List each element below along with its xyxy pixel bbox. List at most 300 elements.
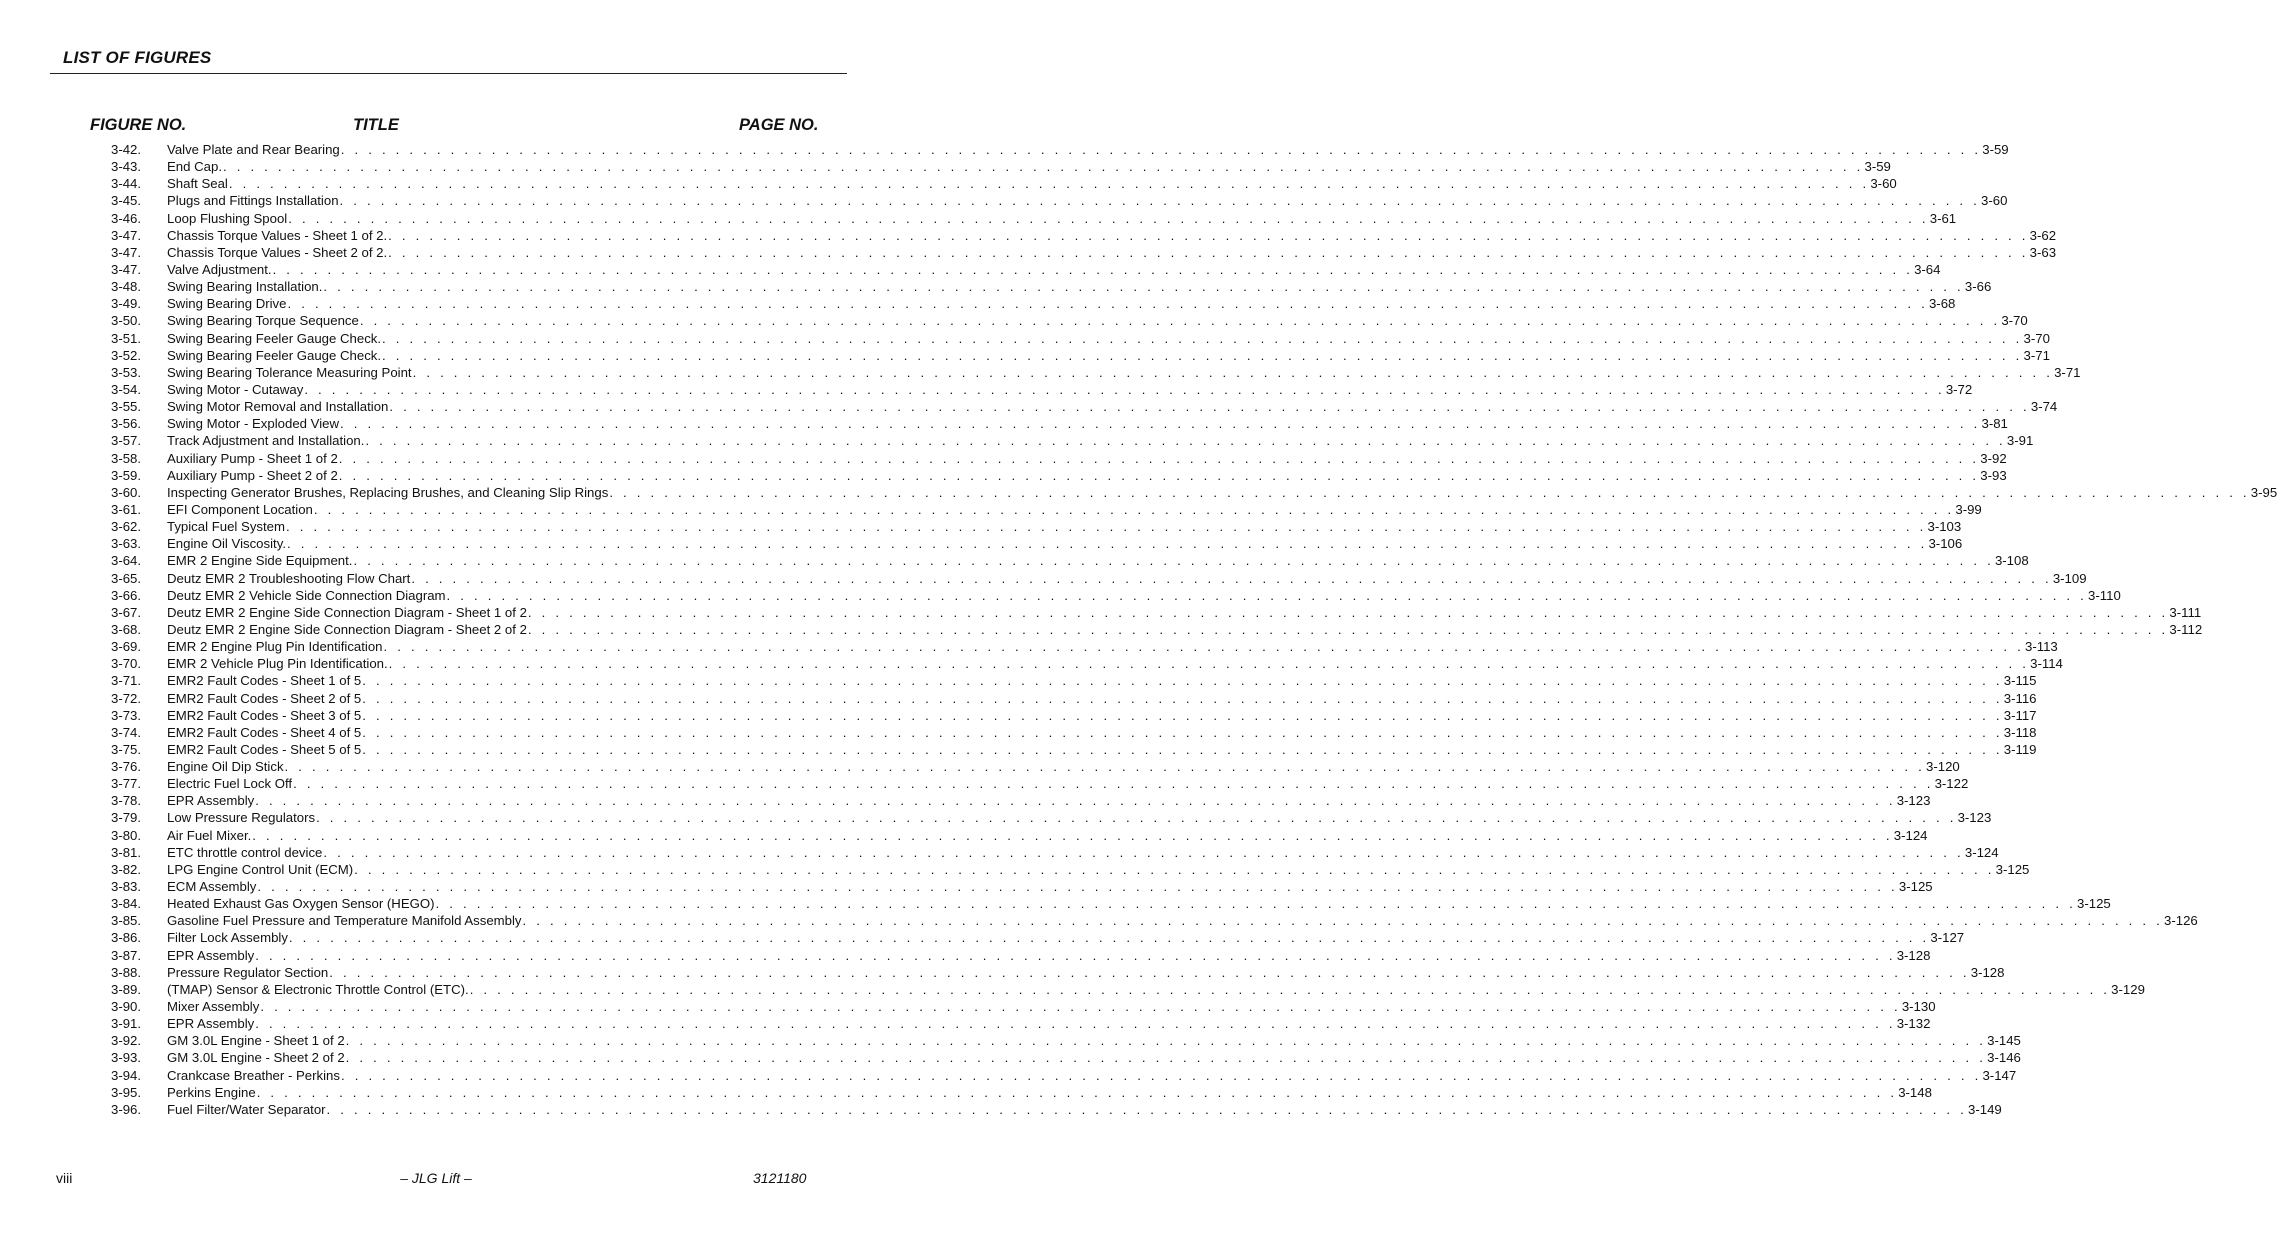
figure-title: Valve Plate and Rear Bearing xyxy=(167,142,340,157)
list-item[interactable] xyxy=(0,1067,2017,1084)
dot-leader: . . . . . . . . . . . . . . . . . . . . . . . . . . . . . . . . . . . . . . . . . . . . . . . . . . . . . . . . . . . . . . . . . . . . . . . . . . . . . . . . . . . . . . . . . . . . . . . . . . . . . . . . . . . . . . . . . . . . . . . . xyxy=(288,930,1930,946)
figure-number: 3-42. xyxy=(111,142,142,157)
figure-number: 3-72. xyxy=(111,690,142,706)
dot-leader: . . . . . . . . . . . . . . . . . . . . . . . . . . . . . . . . . . . . . . . . . . . . . . . . . . . . . . . . . . . . . . . . . . . . . . . . . . . . . . . . . . . . . . . . . . . . . . . . . . . . . . . . . . . . . . . . . . . . . . . . xyxy=(345,1050,1987,1066)
figure-title: Air Fuel Mixer. xyxy=(167,827,252,843)
list-item[interactable] xyxy=(0,604,2202,621)
figure-entry xyxy=(167,621,2203,638)
figure-page-number: 3-63 xyxy=(2029,244,2057,260)
figure-title: Gasoline Fuel Pressure and Temperature Manifold Assembly xyxy=(167,913,522,929)
figure-entry xyxy=(167,501,1982,518)
figure-title: Swing Bearing Feeler Gauge Check. xyxy=(167,347,382,363)
list-item[interactable] xyxy=(0,330,2050,347)
list-item[interactable] xyxy=(0,895,2111,912)
dot-leader: . . . . . . . . . . . . . . . . . . . . . . . . . . . . . . . . . . . . . . . . . . . . . . . . . . . . . . . . . . . . . . . . . . . . . . . . . . . . . . . . . . . . . . . . . . . . . . . . . . . . . . . . . . . . . . . . . . . . . . . . xyxy=(287,296,1928,312)
figure-page-number: 3-145 xyxy=(1987,1033,2021,1049)
figure-number: 3-78. xyxy=(111,793,142,809)
dot-leader: . . . . . . . . . . . . . . . . . . . . . . . . . . . . . . . . . . . . . . . . . . . . . . . . . . . . . . . . . . . . . . . . . . . . . . . . . . . . . . . . . . . . . . . . . . . . . . . . . . . . . . . . . . . . . . . . . . . . . . . . xyxy=(255,1016,1896,1032)
figure-number: 3-84. xyxy=(111,896,142,912)
figure-entry xyxy=(167,861,2030,878)
figure-entry xyxy=(167,1084,1932,1101)
figure-page-number: 3-122 xyxy=(1934,776,1969,792)
figure-title: Mixer Assembly xyxy=(167,999,260,1015)
figure-number: 3-51. xyxy=(111,330,142,346)
figure-entry xyxy=(167,535,1963,552)
list-item[interactable] xyxy=(0,175,1897,192)
figure-title: Deutz EMR 2 Vehicle Side Connection Diagram xyxy=(167,587,446,603)
figure-entry xyxy=(167,912,2198,929)
list-item[interactable] xyxy=(0,141,2009,158)
figure-entry xyxy=(167,707,2037,724)
list-item[interactable] xyxy=(0,552,2029,569)
figure-title: GM 3.0L Engine - Sheet 2 of 2 xyxy=(167,1050,345,1066)
figure-page-number: 3-115 xyxy=(2003,673,2037,689)
figure-page-number: 3-128 xyxy=(1970,964,2005,980)
figure-number: 3-75. xyxy=(111,741,142,757)
figure-title: Perkins Engine xyxy=(167,1084,256,1100)
footer-publisher: – JLG Lift – xyxy=(400,1170,472,1186)
figure-page-number: 3-114 xyxy=(2030,656,2063,672)
list-item[interactable] xyxy=(0,758,1960,775)
figure-entry xyxy=(167,158,1891,175)
figure-number: 3-76. xyxy=(111,759,142,775)
dot-leader: . . . . . . . . . . . . . . . . . . . . . . . . . . . . . . . . . . . . . . . . . . . . . . . . . . . . . . . . . . . . . . . . . . . . . . . . . . . . . . . . . . . . . . . . . . . . . . . . . . . . . . . . . . . . . . . . . . . . . . . . xyxy=(329,964,1970,980)
figure-page-number: 3-66 xyxy=(1964,279,1992,295)
figure-entry xyxy=(167,827,1928,844)
list-item[interactable] xyxy=(0,210,1957,227)
figure-number: 3-47. xyxy=(111,227,142,243)
figure-number: 3-48. xyxy=(111,279,142,295)
figure-number: 3-96. xyxy=(111,1101,142,1117)
list-item[interactable] xyxy=(0,792,1931,809)
dot-leader: . . . . . . . . . . . . . . . . . . . . . . . . . . . . . . . . . . . . . . . . . . . . . . . . . . . . . . . . . . . . . . . . . . . . . . . . . . . . . . . . . . . . . . . . . . . . . . . . . . . . . . . . . . . . . . . . . . . . . . . . xyxy=(359,313,2001,329)
figure-title: Chassis Torque Values - Sheet 2 of 2. xyxy=(167,244,388,260)
figure-title: EMR2 Fault Codes - Sheet 5 of 5 xyxy=(167,741,362,757)
figure-page-number: 3-130 xyxy=(1901,999,1936,1015)
list-item[interactable] xyxy=(0,278,1992,295)
figure-title: EPR Assembly xyxy=(167,947,255,963)
figure-page-number: 3-111 xyxy=(2169,604,2202,620)
list-item[interactable] xyxy=(0,981,2145,998)
list-item[interactable] xyxy=(0,244,2057,261)
figure-page-number: 3-126 xyxy=(2164,913,2198,929)
dot-leader: . . . . . . . . . . . . . . . . . . . . . . . . . . . . . . . . . . . . . . . . . . . . . . . . . . . . . . . . . . . . . . . . . . . . . . . . . . . . . . . . . . . . . . . . . . . . . . . . . . . . . . . . . . . . . . . . . . . . . . . . xyxy=(323,844,1964,860)
figure-number: 3-55. xyxy=(111,399,142,415)
list-item[interactable] xyxy=(0,501,1982,518)
dot-leader: . . . . . . . . . . . . . . . . . . . . . . . . . . . . . . . . . . . . . . . . . . . . . . . . . . . . . . . . . . . . . . . . . . . . . . . . . . . . . . . . . . . . . . . . . . . . . . . . . . . . . . . . . . . . . . . . . . . . . . . . xyxy=(255,793,1896,809)
dot-leader: . . . . . . . . . . . . . . . . . . . . . . . . . . . . . . . . . . . . . . . . . . . . . . . . . . . . . . . . . . . . . . . . . . . . . . . . . . . . . . . . . . . . . . . . . . . . . . . . . . . . . . . . . . . . . . . . . . . . . . . . xyxy=(288,210,1929,226)
figure-page-number: 3-118 xyxy=(2003,724,2037,740)
figure-number: 3-93. xyxy=(111,1050,142,1066)
figure-page-number: 3-108 xyxy=(1994,553,2029,569)
figure-title: Crankcase Breather - Perkins xyxy=(167,1067,340,1083)
list-item[interactable] xyxy=(0,467,2007,484)
figure-title: Deutz EMR 2 Engine Side Connection Diagram - Sheet 1 of 2 xyxy=(167,604,527,620)
list-item[interactable] xyxy=(0,775,1969,792)
list-item[interactable] xyxy=(0,844,1999,861)
figure-list xyxy=(0,141,2277,1118)
figure-page-number: 3-146 xyxy=(1987,1050,2021,1066)
figure-title: GM 3.0L Engine - Sheet 1 of 2 xyxy=(167,1033,345,1049)
dot-leader: . . . . . . . . . . . . . . . . . . . . . . . . . . . . . . . . . . . . . . . . . . . . . . . . . . . . . . . . . . . . . . . . . . . . . . . . . . . . . . . . . . . . . . . . . . . . . . . . . . . . . . . . . . . . . . . . . . . . . . . . xyxy=(609,484,2250,500)
figure-number: 3-70. xyxy=(111,656,142,672)
figure-title: Inspecting Generator Brushes, Replacing Brushes, and Cleaning Slip Rings xyxy=(167,484,609,500)
figure-page-number: 3-95 xyxy=(2250,484,2277,500)
list-item[interactable] xyxy=(0,347,2050,364)
dot-leader: . . . . . . . . . . . . . . . . . . . . . . . . . . . . . . . . . . . . . . . . . . . . . . . . . . . . . . . . . . . . . . . . . . . . . . . . . . . . . . . . . . . . . . . . . . . . . . . . . . . . . . . . . . . . . . . . . . . . . . . . xyxy=(304,381,1945,397)
dot-leader: . . . . . . . . . . . . . . . . . . . . . . . . . . . . . . . . . . . . . . . . . . . . . . . . . . . . . . . . . . . . . . . . . . . . . . . . . . . . . . . . . . . . . . . . . . . . . . . . . . . . . . . . . . . . . . . . . . . . . . . . xyxy=(388,656,2030,672)
figure-title: (TMAP) Sensor & Electronic Throttle Control (ETC). xyxy=(167,981,469,997)
figure-entry xyxy=(167,587,2121,604)
figure-entry xyxy=(167,604,2202,621)
figure-title: ETC throttle control device xyxy=(167,844,323,860)
dot-leader: . . . . . . . . . . . . . . . . . . . . . . . . . . . . . . . . . . . . . . . . . . . . . . . . . . . . . . . . . . . . . . . . . . . . . . . . . . . . . . . . . . . . . . . . . . . . . . . . . . . . . . . . . . . . . . . . . . . . . . . . xyxy=(326,1101,1968,1117)
figure-page-number: 3-60 xyxy=(1981,193,2008,209)
figure-entry xyxy=(167,467,2007,484)
figure-page-number: 3-99 xyxy=(1955,501,1982,517)
figure-page-number: 3-110 xyxy=(2088,587,2121,603)
figure-number: 3-73. xyxy=(111,707,142,723)
list-item[interactable] xyxy=(0,912,2198,929)
list-item[interactable] xyxy=(0,1049,2021,1066)
figure-number: 3-60. xyxy=(111,484,142,500)
figure-title: Fuel Filter/Water Separator xyxy=(167,1101,326,1117)
figure-page-number: 3-120 xyxy=(1926,759,1960,775)
figure-page-number: 3-68 xyxy=(1928,296,1956,312)
figure-number: 3-47. xyxy=(111,244,142,260)
figure-number: 3-54. xyxy=(111,381,142,397)
figure-page-number: 3-147 xyxy=(1982,1067,2017,1083)
figure-entry xyxy=(167,724,2037,741)
figure-entry xyxy=(167,450,2007,467)
figure-page-number: 3-132 xyxy=(1896,1016,1931,1032)
figure-entry xyxy=(167,415,2008,432)
figure-entry xyxy=(167,1101,2002,1118)
figure-title: Pressure Regulator Section xyxy=(167,964,329,980)
list-item[interactable] xyxy=(0,415,2008,432)
dot-leader: . . . . . . . . . . . . . . . . . . . . . . . . . . . . . . . . . . . . . . . . . . . . . . . . . . . . . . . . . . . . . . . . . . . . . . . . . . . . . . . . . . . . . . . . . . . . . . . . . . . . . . . . . . . . . . . . . . . . . . . . xyxy=(338,467,1980,483)
list-item[interactable] xyxy=(0,741,2037,758)
figure-number: 3-71. xyxy=(111,673,142,689)
figure-number: 3-89. xyxy=(111,981,142,997)
dot-leader: . . . . . . . . . . . . . . . . . . . . . . . . . . . . . . . . . . . . . . . . . . . . . . . . . . . . . . . . . . . . . . . . . . . . . . . . . . . . . . . . . . . . . . . . . . . . . . . . . . . . . . . . . . . . . . . . . . . . . . . . xyxy=(353,553,1994,569)
list-item[interactable] xyxy=(0,707,2037,724)
dot-leader: . . . . . . . . . . . . . . . . . . . . . . . . . . . . . . . . . . . . . . . . . . . . . . . . . . . . . . . . . . . . . . . . . . . . . . . . . . . . . . . . . . . . . . . . . . . . . . . . . . . . . . . . . . . . . . . . . . . . . . . . xyxy=(411,570,2052,586)
figure-number: 3-95. xyxy=(111,1084,142,1100)
column-header-page-no: PAGE NO. xyxy=(739,116,819,134)
figure-title: EMR 2 Vehicle Plug Pin Identification. xyxy=(167,656,388,672)
column-header-figure-no: FIGURE NO. xyxy=(90,116,187,134)
figure-number: 3-59. xyxy=(111,467,142,483)
figure-number: 3-94. xyxy=(111,1067,142,1083)
figure-number: 3-52. xyxy=(111,347,142,363)
list-item[interactable] xyxy=(0,432,2034,449)
figure-page-number: 3-62 xyxy=(2029,227,2057,243)
section-title: LIST OF FIGURES xyxy=(63,48,212,67)
footer-doc-number: 3121180 xyxy=(753,1170,807,1186)
figure-title: LPG Engine Control Unit (ECM) xyxy=(167,861,354,877)
figure-number: 3-86. xyxy=(111,930,142,946)
list-item[interactable] xyxy=(0,1101,2002,1118)
figure-entry xyxy=(167,244,2057,261)
dot-leader: . . . . . . . . . . . . . . . . . . . . . . . . . . . . . . . . . . . . . . . . . . . . . . . . . . . . . . . . . . . . . . . . . . . . . . . . . . . . . . . . . . . . . . . . . . . . . . . . . . . . . . . . . . . . . . . . . . . . . . . . xyxy=(228,176,1870,192)
figure-number: 3-67. xyxy=(111,604,142,620)
figure-page-number: 3-116 xyxy=(2003,690,2037,706)
figure-title: EMR 2 Engine Side Equipment. xyxy=(167,553,353,569)
figure-entry xyxy=(167,227,2057,244)
figure-number: 3-90. xyxy=(111,999,142,1015)
figure-page-number: 3-70 xyxy=(2001,313,2028,329)
dot-leader: . . . . . . . . . . . . . . . . . . . . . . . . . . . . . . . . . . . . . . . . . . . . . . . . . . . . . . . . . . . . . . . . . . . . . . . . . . . . . . . . . . . . . . . . . . . . . . . . . . . . . . . . . . . . . . . . . . . . . . . . xyxy=(469,981,2111,997)
figure-number: 3-66. xyxy=(111,587,142,603)
list-item[interactable] xyxy=(0,364,2081,381)
list-item[interactable] xyxy=(0,998,1936,1015)
figure-entry xyxy=(167,741,2037,758)
list-item[interactable] xyxy=(0,672,2037,689)
figure-entry xyxy=(167,295,1956,312)
dot-leader: . . . . . . . . . . . . . . . . . . . . . . . . . . . . . . . . . . . . . . . . . . . . . . . . . . . . . . . . . . . . . . . . . . . . . . . . . . . . . . . . . . . . . . . . . . . . . . . . . . . . . . . . . . . . . . . . . . . . . . . . xyxy=(316,810,1957,826)
figure-number: 3-43. xyxy=(111,159,142,175)
figure-entry xyxy=(167,998,1936,1015)
figure-page-number: 3-125 xyxy=(2077,896,2111,912)
figure-page-number: 3-149 xyxy=(1968,1101,2002,1117)
dot-leader: . . . . . . . . . . . . . . . . . . . . . . . . . . . . . . . . . . . . . . . . . . . . . . . . . . . . . . . . . . . . . . . . . . . . . . . . . . . . . . . . . . . . . . . . . . . . . . . . . . . . . . . . . . . . . . . . . . . . . . . . xyxy=(340,142,1982,157)
dot-leader: . . . . . . . . . . . . . . . . . . . . . . . . . . . . . . . . . . . . . . . . . . . . . . . . . . . . . . . . . . . . . . . . . . . . . . . . . . . . . . . . . . . . . . . . . . . . . . . . . . . . . . . . . . . . . . . . . . . . . . . . xyxy=(252,827,1893,843)
figure-page-number: 3-125 xyxy=(1898,879,1933,895)
footer-page-number: viii xyxy=(56,1170,73,1186)
figure-number: 3-80. xyxy=(111,827,142,843)
figure-page-number: 3-127 xyxy=(1930,930,1965,946)
figure-entry xyxy=(167,878,1933,895)
list-item[interactable] xyxy=(0,261,1941,278)
list-item[interactable] xyxy=(0,398,2058,415)
figure-page-number: 3-113 xyxy=(2025,639,2058,655)
dot-leader: . . . . . . . . . . . . . . . . . . . . . . . . . . . . . . . . . . . . . . . . . . . . . . . . . . . . . . . . . . . . . . . . . . . . . . . . . . . . . . . . . . . . . . . . . . . . . . . . . . . . . . . . . . . . . . . . . . . . . . . . xyxy=(388,227,2029,243)
dot-leader: . . . . . . . . . . . . . . . . . . . . . . . . . . . . . . . . . . . . . . . . . . . . . . . . . . . . . . . . . . . . . . . . . . . . . . . . . . . . . . . . . . . . . . . . . . . . . . . . . . . . . . . . . . . . . . . . . . . . . . . . xyxy=(340,1067,1982,1083)
figure-entry xyxy=(167,398,2058,415)
list-item[interactable] xyxy=(0,381,1973,398)
figure-number: 3-87. xyxy=(111,947,142,963)
figure-page-number: 3-64 xyxy=(1914,261,1941,277)
figure-number: 3-56. xyxy=(111,416,142,432)
list-item[interactable] xyxy=(0,450,2007,467)
figure-title: EPR Assembly xyxy=(167,1016,255,1032)
figure-page-number: 3-59 xyxy=(1864,159,1891,175)
figure-entry xyxy=(167,175,1897,192)
figure-title: Auxiliary Pump - Sheet 2 of 2 xyxy=(167,467,338,483)
list-item[interactable] xyxy=(0,690,2037,707)
list-item[interactable] xyxy=(0,1084,1932,1101)
figure-title: Swing Motor Removal and Installation xyxy=(167,399,389,415)
figure-number: 3-65. xyxy=(111,570,142,586)
list-item[interactable] xyxy=(0,484,2277,501)
figure-number: 3-83. xyxy=(111,879,142,895)
dot-leader: . . . . . . . . . . . . . . . . . . . . . . . . . . . . . . . . . . . . . . . . . . . . . . . . . . . . . . . . . . . . . . . . . . . . . . . . . . . . . . . . . . . . . . . . . . . . . . . . . . . . . . . . . . . . . . . . . . . . . . . . xyxy=(362,690,2003,706)
figure-title: Loop Flushing Spool xyxy=(167,210,288,226)
dot-leader: . . . . . . . . . . . . . . . . . . . . . . . . . . . . . . . . . . . . . . . . . . . . . . . . . . . . . . . . . . . . . . . . . . . . . . . . . . . . . . . . . . . . . . . . . . . . . . . . . . . . . . . . . . . . . . . . . . . . . . . . xyxy=(260,999,1901,1015)
figure-number: 3-53. xyxy=(111,364,142,380)
figure-page-number: 3-125 xyxy=(1995,861,2030,877)
column-header-title: TITLE xyxy=(353,116,399,134)
list-item[interactable] xyxy=(0,621,2203,638)
figure-page-number: 3-128 xyxy=(1896,947,1931,963)
list-item[interactable] xyxy=(0,295,1956,312)
list-item[interactable] xyxy=(0,535,1963,552)
list-item[interactable] xyxy=(0,518,1962,535)
figure-page-number: 3-148 xyxy=(1898,1084,1932,1100)
figure-entry xyxy=(167,364,2081,381)
figure-entry xyxy=(167,347,2050,364)
figure-title: Chassis Torque Values - Sheet 1 of 2. xyxy=(167,227,388,243)
figure-title: Plugs and Fittings Installation xyxy=(167,193,339,209)
figure-number: 3-63. xyxy=(111,536,142,552)
list-item[interactable] xyxy=(0,964,2005,981)
figure-page-number: 3-93 xyxy=(1980,467,2007,483)
list-item[interactable] xyxy=(0,861,2030,878)
dot-leader: . . . . . . . . . . . . . . . . . . . . . . . . . . . . . . . . . . . . . . . . . . . . . . . . . . . . . . . . . . . . . . . . . . . . . . . . . . . . . . . . . . . . . . . . . . . . . . . . . . . . . . . . . . . . . . . . . . . . . . . . xyxy=(527,604,2169,620)
list-item[interactable] xyxy=(0,1015,1931,1032)
figure-page-number: 3-59 xyxy=(1982,142,2009,157)
figure-number: 3-46. xyxy=(111,210,142,226)
figure-number: 3-44. xyxy=(111,176,142,192)
list-item[interactable] xyxy=(0,724,2037,741)
figure-title: Track Adjustment and Installation. xyxy=(167,433,365,449)
figure-number: 3-49. xyxy=(111,296,142,312)
figure-title: Swing Motor - Exploded View xyxy=(167,416,340,432)
figure-title: Swing Motor - Cutaway xyxy=(167,381,304,397)
list-item[interactable] xyxy=(0,587,2121,604)
figure-page-number: 3-71 xyxy=(2054,364,2081,380)
figure-title: Filter Lock Assembly xyxy=(167,930,288,946)
figure-entry xyxy=(167,1049,2021,1066)
figure-title: Swing Bearing Torque Sequence xyxy=(167,313,359,329)
list-item[interactable] xyxy=(0,947,1931,964)
figure-title: Engine Oil Viscosity. xyxy=(167,536,286,552)
figure-entry xyxy=(167,381,1973,398)
list-item[interactable] xyxy=(0,655,2063,672)
figure-number: 3-64. xyxy=(111,553,142,569)
list-item[interactable] xyxy=(0,638,2058,655)
figure-page-number: 3-124 xyxy=(1893,827,1928,843)
list-item[interactable] xyxy=(0,1032,2021,1049)
dot-leader: . . . . . . . . . . . . . . . . . . . . . . . . . . . . . . . . . . . . . . . . . . . . . . . . . . . . . . . . . . . . . . . . . . . . . . . . . . . . . . . . . . . . . . . . . . . . . . . . . . . . . . . . . . . . . . . . . . . . . . . . xyxy=(382,347,2023,363)
list-item[interactable] xyxy=(0,312,2028,329)
dot-leader: . . . . . . . . . . . . . . . . . . . . . . . . . . . . . . . . . . . . . . . . . . . . . . . . . . . . . . . . . . . . . . . . . . . . . . . . . . . . . . . . . . . . . . . . . . . . . . . . . . . . . . . . . . . . . . . . . . . . . . . . xyxy=(255,947,1896,963)
dot-leader: . . . . . . . . . . . . . . . . . . . . . . . . . . . . . . . . . . . . . . . . . . . . . . . . . . . . . . . . . . . . . . . . . . . . . . . . . . . . . . . . . . . . . . . . . . . . . . . . . . . . . . . . . . . . . . . . . . . . . . . . xyxy=(340,416,1981,432)
list-item[interactable] xyxy=(0,158,1891,175)
figure-entry xyxy=(167,278,1992,295)
dot-leader: . . . . . . . . . . . . . . . . . . . . . . . . . . . . . . . . . . . . . . . . . . . . . . . . . . . . . . . . . . . . . . . . . . . . . . . . . . . . . . . . . . . . . . . . . . . . . . . . . . . . . . . . . . . . . . . . . . . . . . . . xyxy=(412,364,2054,380)
figure-page-number: 3-81 xyxy=(1981,416,2008,432)
figure-entry xyxy=(167,638,2058,655)
figure-page-number: 3-103 xyxy=(1927,519,1962,535)
figure-title: Shaft Seal xyxy=(167,176,228,192)
figure-entry xyxy=(167,1015,1931,1032)
dot-leader: . . . . . . . . . . . . . . . . . . . . . . . . . . . . . . . . . . . . . . . . . . . . . . . . . . . . . . . . . . . . . . . . . . . . . . . . . . . . . . . . . . . . . . . . . . . . . . . . . . . . . . . . . . . . . . . . . . . . . . . . xyxy=(338,450,1980,466)
figure-title: Deutz EMR 2 Troubleshooting Flow Chart xyxy=(167,570,411,586)
dot-leader: . . . . . . . . . . . . . . . . . . . . . . . . . . . . . . . . . . . . . . . . . . . . . . . . . . . . . . . . . . . . . . . . . . . . . . . . . . . . . . . . . . . . . . . . . . . . . . . . . . . . . . . . . . . . . . . . . . . . . . . . xyxy=(257,879,1898,895)
figure-title: Swing Bearing Installation. xyxy=(167,279,323,295)
list-item[interactable] xyxy=(0,809,1992,826)
figure-number: 3-58. xyxy=(111,450,142,466)
figure-page-number: 3-70 xyxy=(2023,330,2050,346)
dot-leader: . . . . . . . . . . . . . . . . . . . . . . . . . . . . . . . . . . . . . . . . . . . . . . . . . . . . . . . . . . . . . . . . . . . . . . . . . . . . . . . . . . . . . . . . . . . . . . . . . . . . . . . . . . . . . . . . . . . . . . . . xyxy=(345,1033,1987,1049)
figure-title: EMR2 Fault Codes - Sheet 2 of 5 xyxy=(167,690,362,706)
list-item[interactable] xyxy=(0,878,1933,895)
figure-title: EMR 2 Engine Plug Pin Identification xyxy=(167,639,383,655)
figure-entry xyxy=(167,809,1992,826)
figure-number: 3-45. xyxy=(111,193,142,209)
figure-number: 3-91. xyxy=(111,1016,142,1032)
figure-number: 3-62. xyxy=(111,519,142,535)
figure-page-number: 3-123 xyxy=(1957,810,1992,826)
figure-entry xyxy=(167,947,1931,964)
figure-entry xyxy=(167,758,1960,775)
figure-page-number: 3-71 xyxy=(2023,347,2050,363)
figure-title: Swing Bearing Tolerance Measuring Point xyxy=(167,364,412,380)
list-item[interactable] xyxy=(0,929,1965,946)
list-item[interactable] xyxy=(0,570,2087,587)
dot-leader: . . . . . . . . . . . . . . . . . . . . . . . . . . . . . . . . . . . . . . . . . . . . . . . . . . . . . . . . . . . . . . . . . . . . . . . . . . . . . . . . . . . . . . . . . . . . . . . . . . . . . . . . . . . . . . . . . . . . . . . . xyxy=(527,621,2169,637)
figure-number: 3-85. xyxy=(111,913,142,929)
figure-entry xyxy=(167,690,2037,707)
dot-leader: . . . . . . . . . . . . . . . . . . . . . . . . . . . . . . . . . . . . . . . . . . . . . . . . . . . . . . . . . . . . . . . . . . . . . . . . . . . . . . . . . . . . . . . . . . . . . . . . . . . . . . . . . . . . . . . . . . . . . . . . xyxy=(446,587,2088,603)
figure-entry xyxy=(167,1032,2021,1049)
figure-number: 3-82. xyxy=(111,861,142,877)
figure-title: EPR Assembly xyxy=(167,793,255,809)
figure-title: End Cap. xyxy=(167,159,222,175)
figure-page-number: 3-112 xyxy=(2169,621,2203,637)
figure-page-number: 3-74 xyxy=(2030,399,2058,415)
figure-title: EMR2 Fault Codes - Sheet 4 of 5 xyxy=(167,724,362,740)
figure-title: Deutz EMR 2 Engine Side Connection Diagram - Sheet 2 of 2 xyxy=(167,621,527,637)
dot-leader: . . . . . . . . . . . . . . . . . . . . . . . . . . . . . . . . . . . . . . . . . . . . . . . . . . . . . . . . . . . . . . . . . . . . . . . . . . . . . . . . . . . . . . . . . . . . . . . . . . . . . . . . . . . . . . . . . . . . . . . . xyxy=(382,330,2023,346)
figure-entry xyxy=(167,518,1962,535)
dot-leader: . . . . . . . . . . . . . . . . . . . . . . . . . . . . . . . . . . . . . . . . . . . . . . . . . . . . . . . . . . . . . . . . . . . . . . . . . . . . . . . . . . . . . . . . . . . . . . . . . . . . . . . . . . . . . . . . . . . . . . . . xyxy=(388,244,2029,260)
figure-page-number: 3-92 xyxy=(1980,450,2007,466)
header-rule xyxy=(50,73,847,74)
figure-number: 3-57. xyxy=(111,433,142,449)
figure-title: EMR2 Fault Codes - Sheet 3 of 5 xyxy=(167,707,362,723)
dot-leader: . . . . . . . . . . . . . . . . . . . . . . . . . . . . . . . . . . . . . . . . . . . . . . . . . . . . . . . . . . . . . . . . . . . . . . . . . . . . . . . . . . . . . . . . . . . . . . . . . . . . . . . . . . . . . . . . . . . . . . . . xyxy=(339,193,1981,209)
figure-entry xyxy=(167,570,2087,587)
figure-entry xyxy=(167,432,2034,449)
figure-entry xyxy=(167,775,1969,792)
dot-leader: . . . . . . . . . . . . . . . . . . . . . . . . . . . . . . . . . . . . . . . . . . . . . . . . . . . . . . . . . . . . . . . . . . . . . . . . . . . . . . . . . . . . . . . . . . . . . . . . . . . . . . . . . . . . . . . . . . . . . . . . xyxy=(362,707,2003,723)
dot-leader: . . . . . . . . . . . . . . . . . . . . . . . . . . . . . . . . . . . . . . . . . . . . . . . . . . . . . . . . . . . . . . . . . . . . . . . . . . . . . . . . . . . . . . . . . . . . . . . . . . . . . . . . . . . . . . . . . . . . . . . . xyxy=(435,896,2077,912)
figure-page-number: 3-129 xyxy=(2111,981,2145,997)
figure-page-number: 3-61 xyxy=(1929,210,1957,226)
figure-entry xyxy=(167,655,2063,672)
figure-page-number: 3-109 xyxy=(2052,570,2087,586)
figure-page-number: 3-119 xyxy=(2003,741,2037,757)
list-item[interactable] xyxy=(0,227,2057,244)
list-item[interactable] xyxy=(0,827,1928,844)
dot-leader: . . . . . . . . . . . . . . . . . . . . . . . . . . . . . . . . . . . . . . . . . . . . . . . . . . . . . . . . . . . . . . . . . . . . . . . . . . . . . . . . . . . . . . . . . . . . . . . . . . . . . . . . . . . . . . . . . . . . . . . . xyxy=(362,724,2003,740)
figure-page-number: 3-91 xyxy=(2006,433,2034,449)
figure-entry xyxy=(167,844,1999,861)
dot-leader: . . . . . . . . . . . . . . . . . . . . . . . . . . . . . . . . . . . . . . . . . . . . . . . . . . . . . . . . . . . . . . . . . . . . . . . . . . . . . . . . . . . . . . . . . . . . . . . . . . . . . . . . . . . . . . . . . . . . . . . . xyxy=(362,673,2003,689)
figure-page-number: 3-106 xyxy=(1928,536,1963,552)
figure-page-number: 3-72 xyxy=(1945,381,1973,397)
figure-page-number: 3-117 xyxy=(2003,707,2037,723)
figure-number: 3-79. xyxy=(111,810,142,826)
dot-leader: . . . . . . . . . . . . . . . . . . . . . . . . . . . . . . . . . . . . . . . . . . . . . . . . . . . . . . . . . . . . . . . . . . . . . . . . . . . . . . . . . . . . . . . . . . . . . . . . . . . . . . . . . . . . . . . . . . . . . . . . xyxy=(383,639,2025,655)
list-item[interactable] xyxy=(0,192,2008,209)
figure-title: ECM Assembly xyxy=(167,879,257,895)
dot-leader: . . . . . . . . . . . . . . . . . . . . . . . . . . . . . . . . . . . . . . . . . . . . . . . . . . . . . . . . . . . . . . . . . . . . . . . . . . . . . . . . . . . . . . . . . . . . . . . . . . . . . . . . . . . . . . . . . . . . . . . . xyxy=(362,741,2003,757)
figure-entry xyxy=(167,552,2029,569)
